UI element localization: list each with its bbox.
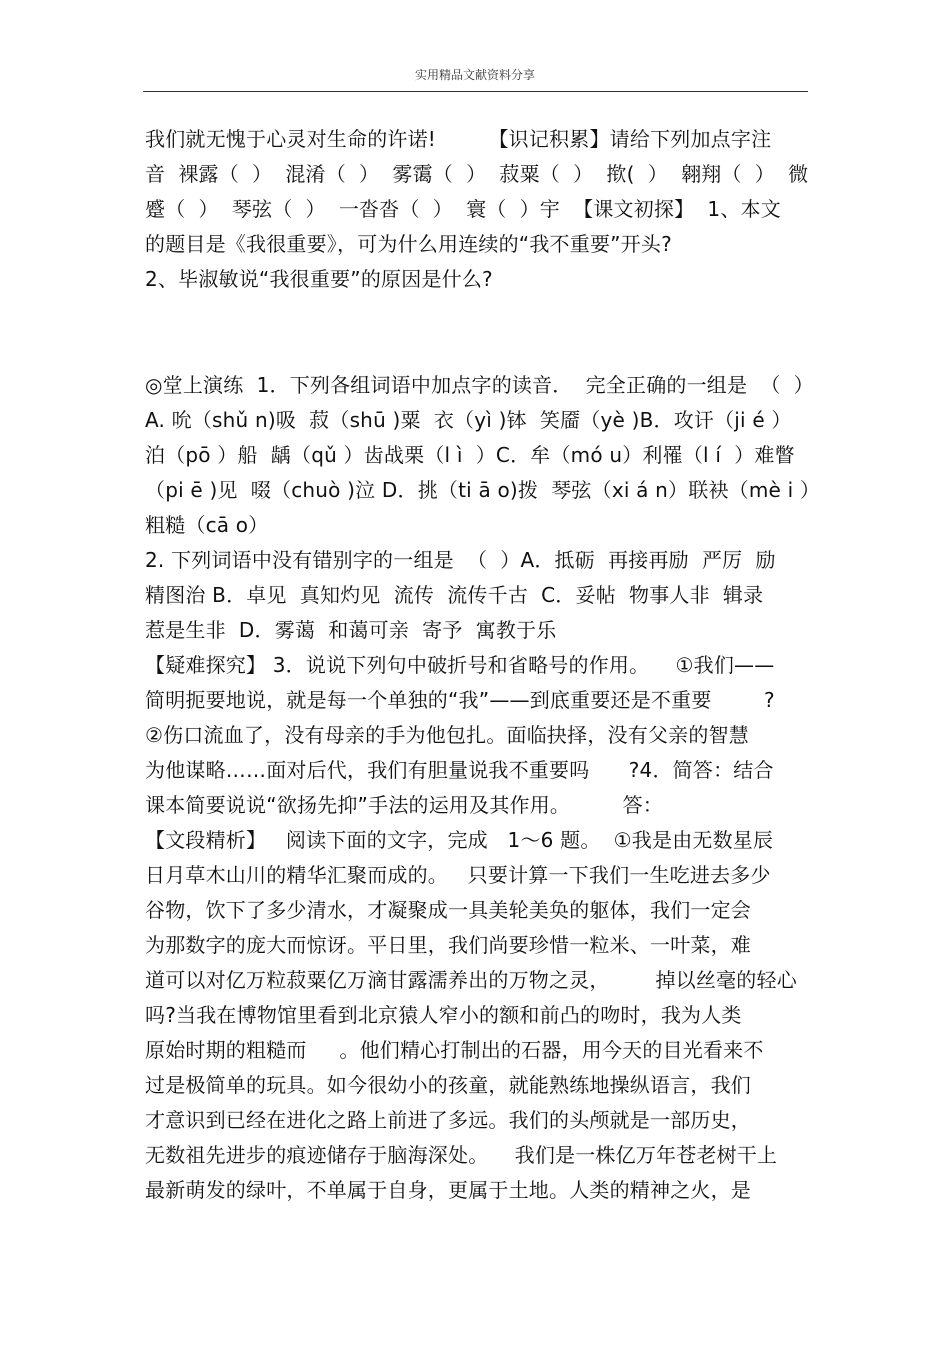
text-line: 2. 下列词语中没有错别字的一组是 （ ）A．抵砺 再接再励 严厉 励 [145, 548, 776, 572]
text-line: 我们就无愧于心灵对生命的许诺! 【识记积累】请给下列加点字注 [145, 127, 772, 151]
text-line: 最新萌发的绿叶，不单属于自身，更属于土地。人类的精神之火，是 [145, 1178, 751, 1202]
text-line: 为他谋略……面对后代，我们有胆量说我不重要吗 ?4．简答：结合 [145, 758, 774, 782]
text-line: 才意识到已经在进化之路上前进了多远。我们的头颅就是一部历史， [145, 1108, 751, 1132]
text-line: A. 吮（shǔ n)吸 菽（shū )粟 衣（yì )钵 笑靥（yè )B．攻讦（ji é ） [145, 408, 792, 432]
text-line: 道可以对亿万粒菽粟亿万滴甘露濡养出的万物之灵， 掉以丝毫的轻心 [145, 968, 797, 992]
text-line: 惹是生非 D．雾蔼 和蔼可亲 寄予 寓教于乐 [145, 618, 557, 642]
text-line: 日月草木山川的精华汇聚而成的。 只要计算一下我们一生吃进去多少 [145, 863, 771, 887]
text-line: （pi ē )见 啜（chuò )泣 D．挑（ti ā o)拨 琴弦（xi á n）联袂（mè i ） [145, 478, 821, 502]
text-line: 精图治 B．卓见 真知灼见 流传 流传千古 C．妥帖 物事人非 辑录 [145, 583, 764, 607]
text-line: 蹙（ ） 琴弦（ ） 一沓沓（ ） 寰（ ）宇 【课文初探】 1、本文 [145, 197, 781, 221]
text-line: 原始时期的粗糙而 。他们精心打制出的石器，用今天的目光看来不 [145, 1038, 764, 1062]
text-line: 粗糙（cā o） [145, 513, 269, 537]
text-line: 过是极简单的玩具。如今很幼小的孩童，就能熟练地操纵语言，我们 [145, 1073, 751, 1097]
text-line: 吗?当我在博物馆里看到北京猿人窄小的额和前凸的吻时，我为人类 [145, 1003, 742, 1027]
text-line: 无数祖先进步的痕迹储存于脑海深处。 我们是一株亿万年苍老树干上 [145, 1143, 778, 1167]
page-header: 实用精品文献资料分享 [414, 68, 535, 82]
text-line: 谷物，饮下了多少清水，才凝聚成一具美轮美奂的躯体，我们一定会 [145, 898, 751, 922]
text-line: 【文段精析】 阅读下面的文字，完成 1～6 题。 ①我是由无数星辰 [145, 828, 774, 852]
text-line: ◎堂上演练 1．下列各组词语中加点字的读音． 完全正确的一组是 （ ） [145, 373, 814, 397]
text-line: 为那数字的庞大而惊讶。平日里，我们尚要珍惜一粒米、一叶菜，难 [145, 933, 751, 957]
text-line: 2、毕淑敏说“我很重要”的原因是什么? [145, 267, 493, 291]
text-line: 课本简要说说“欲扬先抑”手法的运用及其作用。 答： [145, 793, 663, 817]
text-line: ②伤口流血了，没有母亲的手为他包扎。面临抉择，没有父亲的智慧 [145, 723, 749, 747]
text-line: 的题目是《我很重要》，可为什么用连续的“我不重要”开头? [145, 232, 672, 256]
text-line: 简明扼要地说，就是每一个单独的“我”——到底重要还是不重要 ? [145, 688, 775, 712]
header-divider [143, 91, 808, 92]
text-line: 【疑难探究】 3．说说下列句中破折号和省略号的作用。 ①我们—— [145, 653, 775, 677]
text-line: 音 裸露（ ） 混淆（ ） 雾霭（ ） 菽粟（ ） 揿( ） 翱翔（ ） 微 [145, 162, 809, 186]
text-line: 泊（pō ）船 龋（qǔ ）齿战栗（l ì ）C．牟（mó u）利罹（l í ）难瞥 [145, 443, 795, 467]
